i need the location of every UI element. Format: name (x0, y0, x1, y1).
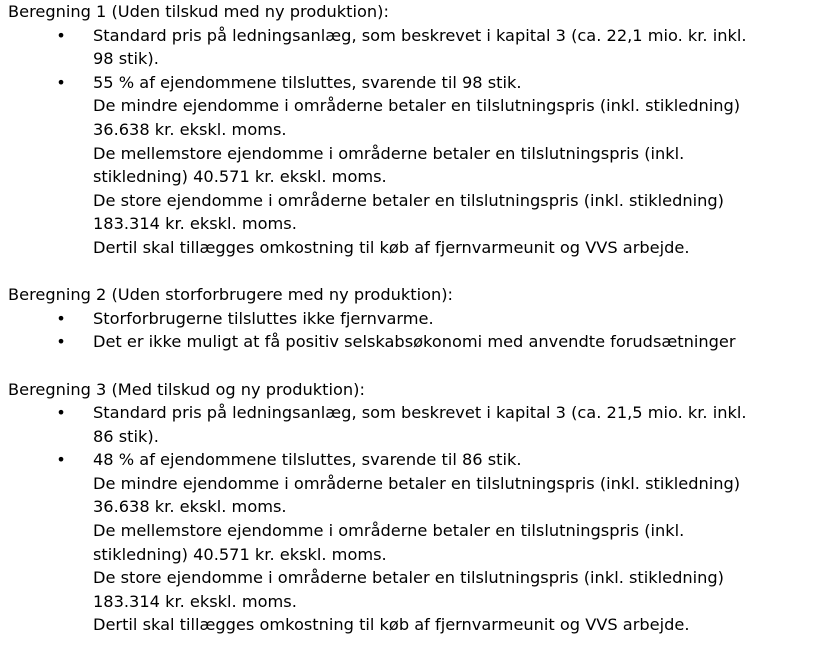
text-line: Det er ikke muligt at få positiv selskabsøkonomi med anvendte forudsætninger (93, 332, 736, 352)
section-heading: Beregning 1 (Uden tilskud med ny produktion): (8, 2, 389, 21)
text-line: De store ejendomme i områderne betaler en tilslutningspris (inkl. stikledning) (93, 190, 724, 210)
bullet-icon: • (56, 332, 66, 352)
section-heading: Beregning 2 (Uden storforbrugere med ny produktion): (8, 285, 454, 305)
bullet-list (8, 24, 833, 260)
text-line: Storforbrugerne tilsluttes ikke fjernvarme. (93, 308, 434, 328)
section-beregning-1 (8, 0, 833, 260)
text-line: 55 % af ejendommene tilsluttes, svarende til 98 stik. (93, 72, 522, 92)
list-item (8, 330, 833, 354)
bullet-icon: • (56, 72, 66, 92)
bullet-list (8, 401, 833, 637)
text-line: De mindre ejendomme i områderne betaler en tilslutningspris (inkl. stikledning) (93, 473, 741, 493)
text-line: 183.314 kr. ekskl. moms. (93, 591, 297, 611)
bullet-icon: • (56, 403, 66, 423)
text-line: De mellemstore ejendomme i områderne betaler en tilslutningspris (inkl. (93, 143, 685, 163)
list-item (8, 448, 833, 637)
text-line: 48 % af ejendommene tilsluttes, svarende til 86 stik. (93, 450, 522, 470)
text-line: 36.638 kr. ekskl. moms. (93, 119, 287, 139)
text-line: stikledning) 40.571 kr. ekskl. moms. (93, 167, 387, 187)
text-line: Standard pris på ledningsanlæg, som beskrevet i kapital 3 (ca. 22,1 mio. kr. inkl. (93, 25, 747, 45)
bullet-icon: • (56, 308, 66, 328)
section-beregning-2 (8, 283, 833, 354)
list-item (8, 401, 833, 448)
bullet-list (8, 307, 833, 354)
text-line: Dertil skal tillægges omkostning til køb af fjernvarmeunit og VVS arbejde. (93, 237, 690, 257)
text-line: Standard pris på ledningsanlæg, som beskrevet i kapital 3 (ca. 21,5 mio. kr. inkl. (93, 403, 747, 423)
bullet-icon: • (56, 450, 66, 470)
section-beregning-3 (8, 378, 833, 638)
text-line: 86 stik). (93, 426, 159, 446)
list-item (8, 71, 833, 260)
text-line: De mindre ejendomme i områderne betaler en tilslutningspris (inkl. stikledning) (93, 96, 741, 116)
list-item (8, 24, 833, 71)
text-line: De mellemstore ejendomme i områderne betaler en tilslutningspris (inkl. (93, 521, 685, 541)
bullet-icon: • (56, 25, 66, 45)
text-line: Dertil skal tillægges omkostning til køb af fjernvarmeunit og VVS arbejde. (93, 615, 690, 635)
text-line: stikledning) 40.571 kr. ekskl. moms. (93, 544, 387, 564)
text-line: 183.314 kr. ekskl. moms. (93, 214, 297, 234)
section-heading: Beregning 3 (Med tilskud og ny produktion): (8, 379, 365, 399)
text-line: De store ejendomme i områderne betaler en tilslutningspris (inkl. stikledning) (93, 568, 724, 588)
text-line: 98 stik). (93, 49, 159, 69)
text-line: 36.638 kr. ekskl. moms. (93, 497, 287, 517)
list-item (8, 307, 833, 331)
